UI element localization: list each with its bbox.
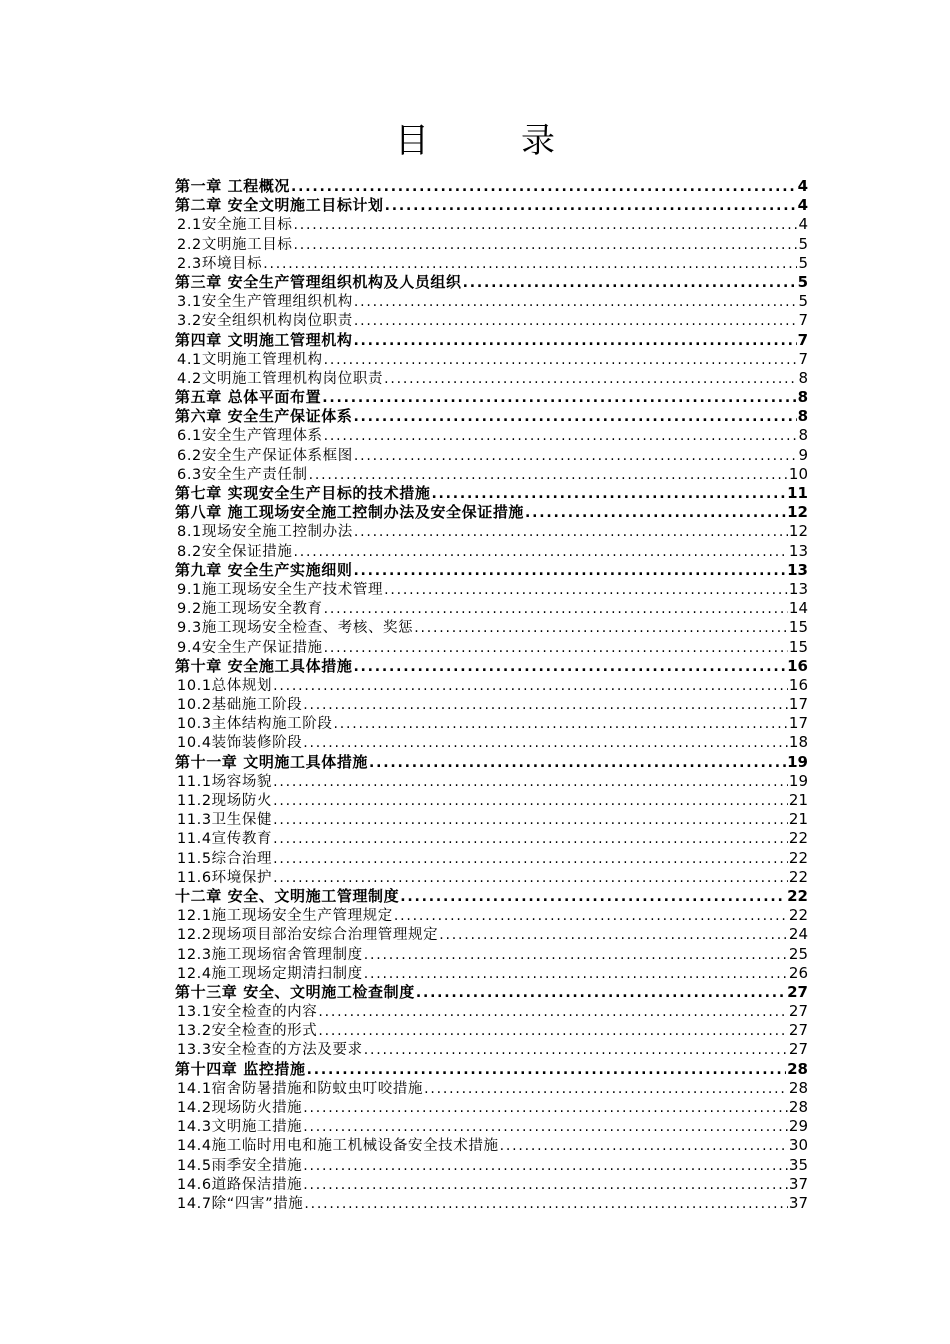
toc-entry-label: 10.2基础施工阶段 bbox=[177, 697, 303, 714]
toc-page-number: 22 bbox=[788, 906, 808, 925]
toc-section-entry[interactable] bbox=[175, 849, 808, 868]
toc-entry-label: 9.2施工现场安全教育 bbox=[177, 601, 323, 618]
toc-section-entry[interactable] bbox=[175, 215, 808, 234]
toc-dot-leader bbox=[353, 562, 786, 580]
toc-section-entry[interactable] bbox=[175, 868, 808, 887]
toc-section-entry[interactable] bbox=[175, 733, 808, 752]
toc-entry-label: 11.1场容场貌 bbox=[177, 773, 273, 790]
toc-page-number: 22 bbox=[788, 848, 808, 867]
toc-dot-leader bbox=[353, 408, 796, 426]
toc-section-entry[interactable] bbox=[175, 1136, 808, 1155]
toc-page-number: 37 bbox=[788, 1174, 808, 1193]
toc-page-number: 14 bbox=[788, 599, 808, 618]
toc-dot-leader bbox=[307, 1061, 787, 1079]
toc-dot-leader bbox=[273, 792, 788, 810]
toc-entry-label: 9.3施工现场安全检查、考核、奖惩 bbox=[177, 620, 414, 637]
toc-chapter-entry[interactable] bbox=[175, 561, 808, 580]
toc-dot-leader bbox=[354, 523, 788, 541]
toc-chapter-entry[interactable] bbox=[175, 657, 808, 676]
toc-entry-label: 13.1安全检查的内容 bbox=[177, 1004, 318, 1021]
toc-page-number: 5 bbox=[798, 292, 808, 311]
toc-dot-leader bbox=[431, 485, 786, 503]
toc-section-entry[interactable] bbox=[175, 964, 808, 983]
toc-page-number: 9 bbox=[798, 445, 808, 464]
toc-page-number: 4 bbox=[798, 215, 808, 234]
toc-page-number: 37 bbox=[788, 1193, 808, 1212]
toc-section-entry[interactable] bbox=[175, 945, 808, 964]
toc-section-entry[interactable] bbox=[175, 235, 808, 254]
toc-page-number: 5 bbox=[798, 234, 808, 253]
toc-dot-leader bbox=[354, 447, 798, 465]
toc-dot-leader bbox=[354, 312, 798, 330]
toc-page-number: 4 bbox=[797, 196, 808, 215]
toc-dot-leader bbox=[318, 1003, 788, 1021]
toc-page-number: 27 bbox=[788, 1021, 808, 1040]
toc-page-number: 22 bbox=[788, 829, 808, 848]
toc-dot-leader bbox=[333, 715, 787, 733]
toc-entry-label: 第十四章 监控措施 bbox=[175, 1059, 306, 1078]
toc-list bbox=[175, 177, 808, 1213]
toc-section-entry[interactable] bbox=[175, 1002, 808, 1021]
toc-dot-leader bbox=[322, 389, 796, 407]
toc-section-entry[interactable] bbox=[175, 1175, 808, 1194]
toc-section-entry[interactable] bbox=[175, 676, 808, 695]
toc-chapter-entry[interactable] bbox=[175, 388, 808, 407]
toc-page-number: 16 bbox=[788, 675, 808, 694]
toc-page-number: 28 bbox=[787, 1059, 808, 1078]
toc-chapter-entry[interactable] bbox=[175, 503, 808, 522]
toc-dot-leader bbox=[263, 255, 797, 273]
toc-section-entry[interactable] bbox=[175, 906, 808, 925]
toc-dot-leader bbox=[303, 696, 788, 714]
toc-dot-leader bbox=[400, 888, 786, 906]
toc-page-number: 35 bbox=[788, 1155, 808, 1174]
toc-entry-label: 13.3安全检查的方法及要求 bbox=[177, 1042, 363, 1059]
toc-dot-leader bbox=[291, 178, 797, 196]
toc-entry-label: 14.1宿舍防暑措施和防蚊虫叮咬措施 bbox=[177, 1080, 424, 1097]
toc-section-entry[interactable] bbox=[175, 1194, 808, 1213]
toc-dot-leader bbox=[364, 1041, 788, 1059]
toc-dot-leader bbox=[416, 984, 786, 1002]
toc-page-number: 27 bbox=[788, 1002, 808, 1021]
toc-entry-label: 14.4施工临时用电和施工机械设备安全技术措施 bbox=[177, 1138, 499, 1155]
toc-entry-label: 12.2现场项目部治安综合治理管理规定 bbox=[177, 927, 439, 944]
toc-section-entry[interactable] bbox=[175, 618, 808, 637]
toc-chapter-entry[interactable] bbox=[175, 983, 808, 1002]
toc-page-number: 22 bbox=[787, 886, 808, 905]
toc-entry-label: 第一章 工程概况 bbox=[175, 177, 291, 195]
toc-dot-leader bbox=[293, 236, 797, 254]
toc-section-entry[interactable] bbox=[175, 580, 808, 599]
toc-dot-leader bbox=[394, 907, 788, 925]
toc-page-number: 8 bbox=[798, 368, 808, 387]
toc-entry-label: 第四章 文明施工管理机构 bbox=[175, 330, 353, 349]
toc-entry-label: 第三章 安全生产管理组织机构及人员组织 bbox=[175, 272, 462, 291]
toc-section-entry[interactable] bbox=[175, 292, 808, 311]
toc-section-entry[interactable] bbox=[175, 522, 808, 541]
toc-section-entry[interactable] bbox=[175, 426, 808, 445]
toc-section-entry[interactable] bbox=[175, 772, 808, 791]
toc-page-number: 16 bbox=[787, 656, 808, 675]
toc-dot-leader bbox=[273, 869, 788, 887]
toc-entry-label: 11.2现场防火 bbox=[177, 793, 273, 809]
toc-dot-leader bbox=[273, 830, 788, 848]
toc-page-number: 13 bbox=[787, 560, 808, 579]
toc-page-number: 8 bbox=[798, 426, 808, 445]
toc-entry-label: 14.3文明施工措施 bbox=[177, 1119, 303, 1136]
toc-dot-leader bbox=[354, 293, 798, 311]
toc-dot-leader bbox=[369, 754, 786, 772]
toc-section-entry[interactable] bbox=[175, 714, 808, 733]
toc-entry-label: 10.3主体结构施工阶段 bbox=[177, 716, 333, 733]
toc-page-number: 28 bbox=[788, 1078, 808, 1097]
toc-entry-label: 14.2现场防火措施 bbox=[177, 1100, 303, 1116]
toc-dot-leader bbox=[273, 677, 788, 695]
toc-section-entry[interactable] bbox=[175, 254, 808, 273]
toc-page-number: 7 bbox=[798, 349, 808, 368]
toc-dot-leader bbox=[324, 600, 788, 618]
toc-entry-label: 第五章 总体平面布置 bbox=[175, 388, 322, 407]
toc-dot-leader bbox=[384, 370, 797, 388]
toc-chapter-entry[interactable] bbox=[175, 196, 808, 215]
toc-page-number: 18 bbox=[788, 733, 808, 752]
toc-section-entry[interactable] bbox=[175, 369, 808, 388]
toc-dot-leader bbox=[304, 1195, 787, 1213]
toc-chapter-entry[interactable] bbox=[175, 177, 808, 196]
toc-section-entry[interactable] bbox=[175, 791, 808, 810]
toc-page-number: 24 bbox=[788, 925, 808, 944]
toc-dot-leader bbox=[364, 965, 788, 983]
toc-dot-leader bbox=[309, 466, 788, 484]
toc-page-number: 27 bbox=[787, 982, 808, 1001]
toc-page-number: 22 bbox=[788, 867, 808, 886]
toc-page-number: 13 bbox=[788, 579, 808, 598]
toc-dot-leader bbox=[384, 581, 788, 599]
toc-dot-leader bbox=[303, 734, 788, 752]
toc-section-entry[interactable] bbox=[175, 1040, 808, 1059]
toc-dot-leader bbox=[463, 274, 797, 292]
toc-entry-label: 3.1安全生产管理组织机构 bbox=[177, 294, 353, 311]
toc-dot-leader bbox=[324, 427, 798, 445]
toc-page-number: 15 bbox=[788, 637, 808, 656]
toc-page-number: 21 bbox=[788, 810, 808, 829]
toc-page-number: 5 bbox=[797, 272, 808, 291]
toc-dot-leader bbox=[439, 926, 788, 944]
toc-section-entry[interactable] bbox=[175, 695, 808, 714]
toc-dot-leader bbox=[293, 543, 787, 561]
toc-page-number: 4 bbox=[797, 177, 808, 195]
toc-entry-label: 12.3施工现场宿舍管理制度 bbox=[177, 946, 363, 963]
toc-entry-label: 11.4宣传教育 bbox=[177, 831, 273, 848]
toc-dot-leader bbox=[385, 197, 797, 215]
toc-entry-label: 12.1施工现场安全生产管理规定 bbox=[177, 908, 393, 925]
toc-dot-leader bbox=[364, 946, 788, 964]
toc-section-entry[interactable] bbox=[175, 1117, 808, 1136]
toc-entry-label: 14.7除“四害”措施 bbox=[177, 1195, 304, 1212]
toc-section-entry[interactable] bbox=[175, 465, 808, 484]
toc-page-number: 5 bbox=[798, 253, 808, 272]
toc-entry-label: 第七章 实现安全生产目标的技术措施 bbox=[175, 484, 431, 502]
toc-dot-leader bbox=[414, 619, 788, 637]
toc-dot-leader bbox=[303, 1118, 788, 1136]
toc-page-number: 15 bbox=[788, 618, 808, 637]
toc-entry-label: 6.2安全生产保证体系框图 bbox=[177, 447, 353, 464]
toc-entry-label: 6.3安全生产责任制 bbox=[177, 466, 308, 483]
toc-dot-leader bbox=[303, 1157, 788, 1175]
toc-entry-label: 2.3环境目标 bbox=[177, 255, 263, 272]
toc-page-number: 19 bbox=[788, 771, 808, 790]
toc-page-number: 8 bbox=[797, 407, 808, 426]
toc-section-entry[interactable] bbox=[175, 925, 808, 944]
toc-page-number: 25 bbox=[788, 944, 808, 963]
toc-section-entry[interactable] bbox=[175, 810, 808, 829]
toc-entry-label: 14.6道路保洁措施 bbox=[177, 1176, 303, 1193]
toc-chapter-entry[interactable] bbox=[175, 331, 808, 350]
toc-chapter-entry[interactable] bbox=[175, 273, 808, 292]
toc-page-number: 13 bbox=[788, 541, 808, 560]
toc-entry-label: 10.1总体规划 bbox=[177, 677, 273, 694]
toc-page-number: 10 bbox=[788, 464, 808, 483]
toc-section-entry[interactable] bbox=[175, 1021, 808, 1040]
toc-entry-label: 第八章 施工现场安全施工控制办法及安全保证措施 bbox=[175, 503, 525, 522]
toc-page-number: 30 bbox=[788, 1136, 808, 1155]
toc-dot-leader bbox=[293, 216, 797, 234]
toc-page-number: 21 bbox=[788, 791, 808, 809]
toc-entry-label: 9.4安全生产保证措施 bbox=[177, 639, 323, 656]
toc-page-number: 8 bbox=[797, 388, 808, 407]
toc-section-entry[interactable] bbox=[175, 1079, 808, 1098]
toc-entry-label: 2.2文明施工目标 bbox=[177, 236, 293, 253]
toc-dot-leader bbox=[353, 658, 786, 676]
toc-chapter-entry[interactable] bbox=[175, 407, 808, 426]
toc-entry-label: 11.5综合治理 bbox=[177, 850, 273, 867]
toc-dot-leader bbox=[424, 1080, 788, 1098]
toc-entry-label: 第十章 安全施工具体措施 bbox=[175, 656, 353, 675]
toc-dot-leader bbox=[318, 1022, 788, 1040]
toc-entry-label: 10.4装饰装修阶段 bbox=[177, 735, 303, 752]
toc-dot-leader bbox=[303, 1176, 788, 1194]
toc-entry-label: 2.1安全施工目标 bbox=[177, 217, 293, 234]
toc-entry-label: 第十三章 安全、文明施工检查制度 bbox=[175, 982, 415, 1001]
toc-section-entry[interactable] bbox=[175, 829, 808, 848]
toc-page-number: 12 bbox=[788, 522, 808, 541]
toc-dot-leader bbox=[324, 639, 788, 657]
toc-section-entry[interactable] bbox=[175, 350, 808, 369]
toc-dot-leader bbox=[273, 850, 788, 868]
toc-page-number: 7 bbox=[797, 330, 808, 349]
toc-dot-leader bbox=[324, 351, 798, 369]
toc-dot-leader bbox=[303, 1099, 788, 1117]
toc-page-number: 19 bbox=[787, 752, 808, 771]
toc-page-number: 17 bbox=[788, 695, 808, 714]
toc-section-entry[interactable] bbox=[175, 311, 808, 330]
toc-entry-label: 第九章 安全生产实施细则 bbox=[175, 560, 353, 579]
toc-page-number: 28 bbox=[788, 1098, 808, 1116]
toc-title-char-2: 录 bbox=[521, 121, 555, 161]
toc-entry-label: 十二章 安全、文明施工管理制度 bbox=[175, 886, 400, 905]
toc-page-number: 29 bbox=[788, 1117, 808, 1136]
toc-dot-leader bbox=[273, 773, 788, 791]
toc-entry-label: 第十一章 文明施工具体措施 bbox=[175, 752, 369, 771]
toc-page-number: 11 bbox=[787, 484, 808, 502]
toc-entry-label: 8.1现场安全施工控制办法 bbox=[177, 524, 353, 541]
toc-title bbox=[0, 118, 950, 164]
toc-entry-label: 6.1安全生产管理体系 bbox=[177, 428, 323, 445]
toc-page-number: 7 bbox=[798, 311, 808, 330]
toc-section-entry[interactable] bbox=[175, 446, 808, 465]
toc-entry-label: 第六章 安全生产保证体系 bbox=[175, 407, 353, 426]
toc-chapter-entry[interactable] bbox=[175, 753, 808, 772]
toc-section-entry[interactable] bbox=[175, 599, 808, 618]
toc-entry-label: 11.3卫生保健 bbox=[177, 812, 273, 829]
toc-entry-label: 4.2文明施工管理机构岗位职责 bbox=[177, 370, 384, 387]
toc-section-entry[interactable] bbox=[175, 1098, 808, 1117]
toc-chapter-entry[interactable] bbox=[175, 484, 808, 503]
toc-section-entry[interactable] bbox=[175, 638, 808, 657]
toc-section-entry[interactable] bbox=[175, 1156, 808, 1175]
toc-chapter-entry[interactable] bbox=[175, 1060, 808, 1079]
toc-title-char-1: 目 bbox=[395, 121, 429, 161]
toc-dot-leader bbox=[500, 1137, 788, 1155]
toc-entry-label: 11.6环境保护 bbox=[177, 869, 273, 886]
toc-page-number: 27 bbox=[788, 1040, 808, 1059]
toc-page-number: 12 bbox=[787, 503, 808, 522]
toc-entry-label: 8.2安全保证措施 bbox=[177, 543, 293, 560]
toc-entry-label: 12.4施工现场定期清扫制度 bbox=[177, 965, 363, 982]
toc-page-number: 26 bbox=[788, 963, 808, 982]
toc-dot-leader bbox=[353, 332, 796, 350]
toc-section-entry[interactable] bbox=[175, 542, 808, 561]
toc-entry-label: 第二章 安全文明施工目标计划 bbox=[175, 196, 384, 215]
toc-entry-label: 14.5雨季安全措施 bbox=[177, 1157, 303, 1174]
toc-dot-leader bbox=[273, 811, 788, 829]
toc-entry-label: 3.2安全组织机构岗位职责 bbox=[177, 313, 353, 330]
toc-entry-label: 13.2安全检查的形式 bbox=[177, 1023, 318, 1040]
toc-entry-label: 4.1文明施工管理机构 bbox=[177, 351, 323, 368]
toc-chapter-entry[interactable] bbox=[175, 887, 808, 906]
toc-entry-label: 9.1施工现场安全生产技术管理 bbox=[177, 581, 384, 598]
toc-page-number: 17 bbox=[788, 714, 808, 733]
toc-dot-leader bbox=[525, 504, 786, 522]
